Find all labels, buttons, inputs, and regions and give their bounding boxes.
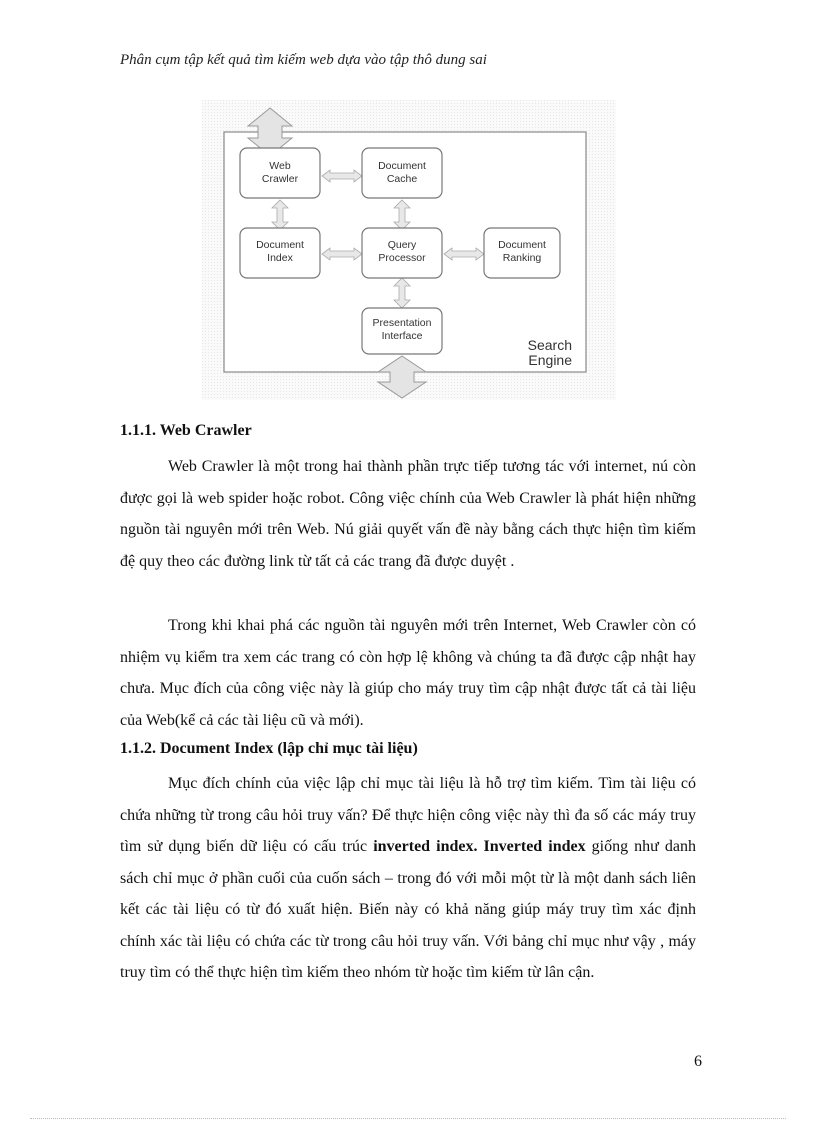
search-engine-diagram <box>202 100 616 400</box>
box-document-cache-line1: Document <box>378 160 426 172</box>
inverted-index-term: inverted index. Inverted index <box>373 838 586 855</box>
box-web-crawler-line1: Web <box>269 160 291 172</box>
box-document-index <box>240 228 320 278</box>
running-header: Phân cụm tập kết quả tìm kiếm web dựa vào tập thô dung sai <box>120 52 487 68</box>
paragraph-web-crawler-2: Trong khi khai phá các nguồn tài nguyên mới trên Internet, Web Crawler còn có nhiệm vụ kiểm tra xem các trang có còn hợp lệ không và chúng ta đã được cập nhật hay chưa. Mục đích của công việc này là giúp cho máy truy tìm cập nhật được tất cả tài liệu của Web(kể cả các tài liệu cũ và mới). <box>120 617 696 729</box>
box-document-ranking-line1: Document <box>498 239 546 251</box>
paragraph-document-index-part1: Mục đích chính của việc lập chỉ mục tài liệu là hỗ trợ tìm kiếm. Tìm tài liệu có chứa những từ trong câu hỏi truy vấn? Để thực hiện công việc này thì đa số các máy truy tìm sử dụng biến dữ liệu có cấu trúc <box>120 775 696 855</box>
paragraph-document-index-part2: giống như danh sách chỉ mục ở phần cuối của cuốn sách – trong đó với mỗi một từ là một danh sách liên kết các tài liệu có từ đó xuất hiện. Biến này có khả năng giúp máy truy tìm xác định chính xác tài liệu có chứa các từ trong câu hỏi truy vấn. Với bảng chỉ mục như vậy , máy truy tìm có thể thực hiện tìm kiếm theo nhóm từ hoặc tìm kiếm từ lân cận. <box>120 838 696 981</box>
box-query-processor <box>362 228 442 278</box>
bottom-divider <box>30 1118 786 1119</box>
engine-label-line1: Search <box>527 337 572 353</box>
box-document-index-line2: Index <box>267 252 293 264</box>
box-query-processor-line1: Query <box>387 239 417 251</box>
box-document-index-line1: Document <box>256 239 304 251</box>
section-heading-web-crawler: 1.1.1. Web Crawler <box>120 422 252 439</box>
box-presentation-interface-line2: Interface <box>381 330 423 342</box>
diagram-svg <box>202 100 616 400</box>
box-document-ranking-line2: Ranking <box>502 252 542 264</box>
box-document-cache-line2: Cache <box>386 173 418 185</box>
box-web-crawler <box>240 148 320 198</box>
paragraph-web-crawler-1: Web Crawler là một trong hai thành phần trực tiếp tương tác với internet, nú còn được gọi là web spider hoặc robot. Công việc chính của Web Crawler là phát hiện những nguồn tài nguyên mới trên Web. Nú giải quyết vấn đề này bằng cách thực hiện tìm kiếm đệ quy theo các đường link từ tất cả các trang đã được duyệt . <box>120 458 696 570</box>
box-web-crawler-line2: Crawler <box>261 173 299 185</box>
page-number: 6 <box>694 1053 702 1070</box>
box-presentation-interface-line1: Presentation <box>372 317 432 329</box>
box-presentation-interface <box>362 308 442 354</box>
box-query-processor-line2: Processor <box>378 252 426 264</box>
paragraph-document-index <box>120 768 696 989</box>
box-document-ranking <box>484 228 560 278</box>
engine-label-line2: Engine <box>528 352 572 368</box>
section-heading-document-index: 1.1.2. Document Index (lập chỉ mục tài liệu) <box>120 740 418 757</box>
box-document-cache <box>362 148 442 198</box>
